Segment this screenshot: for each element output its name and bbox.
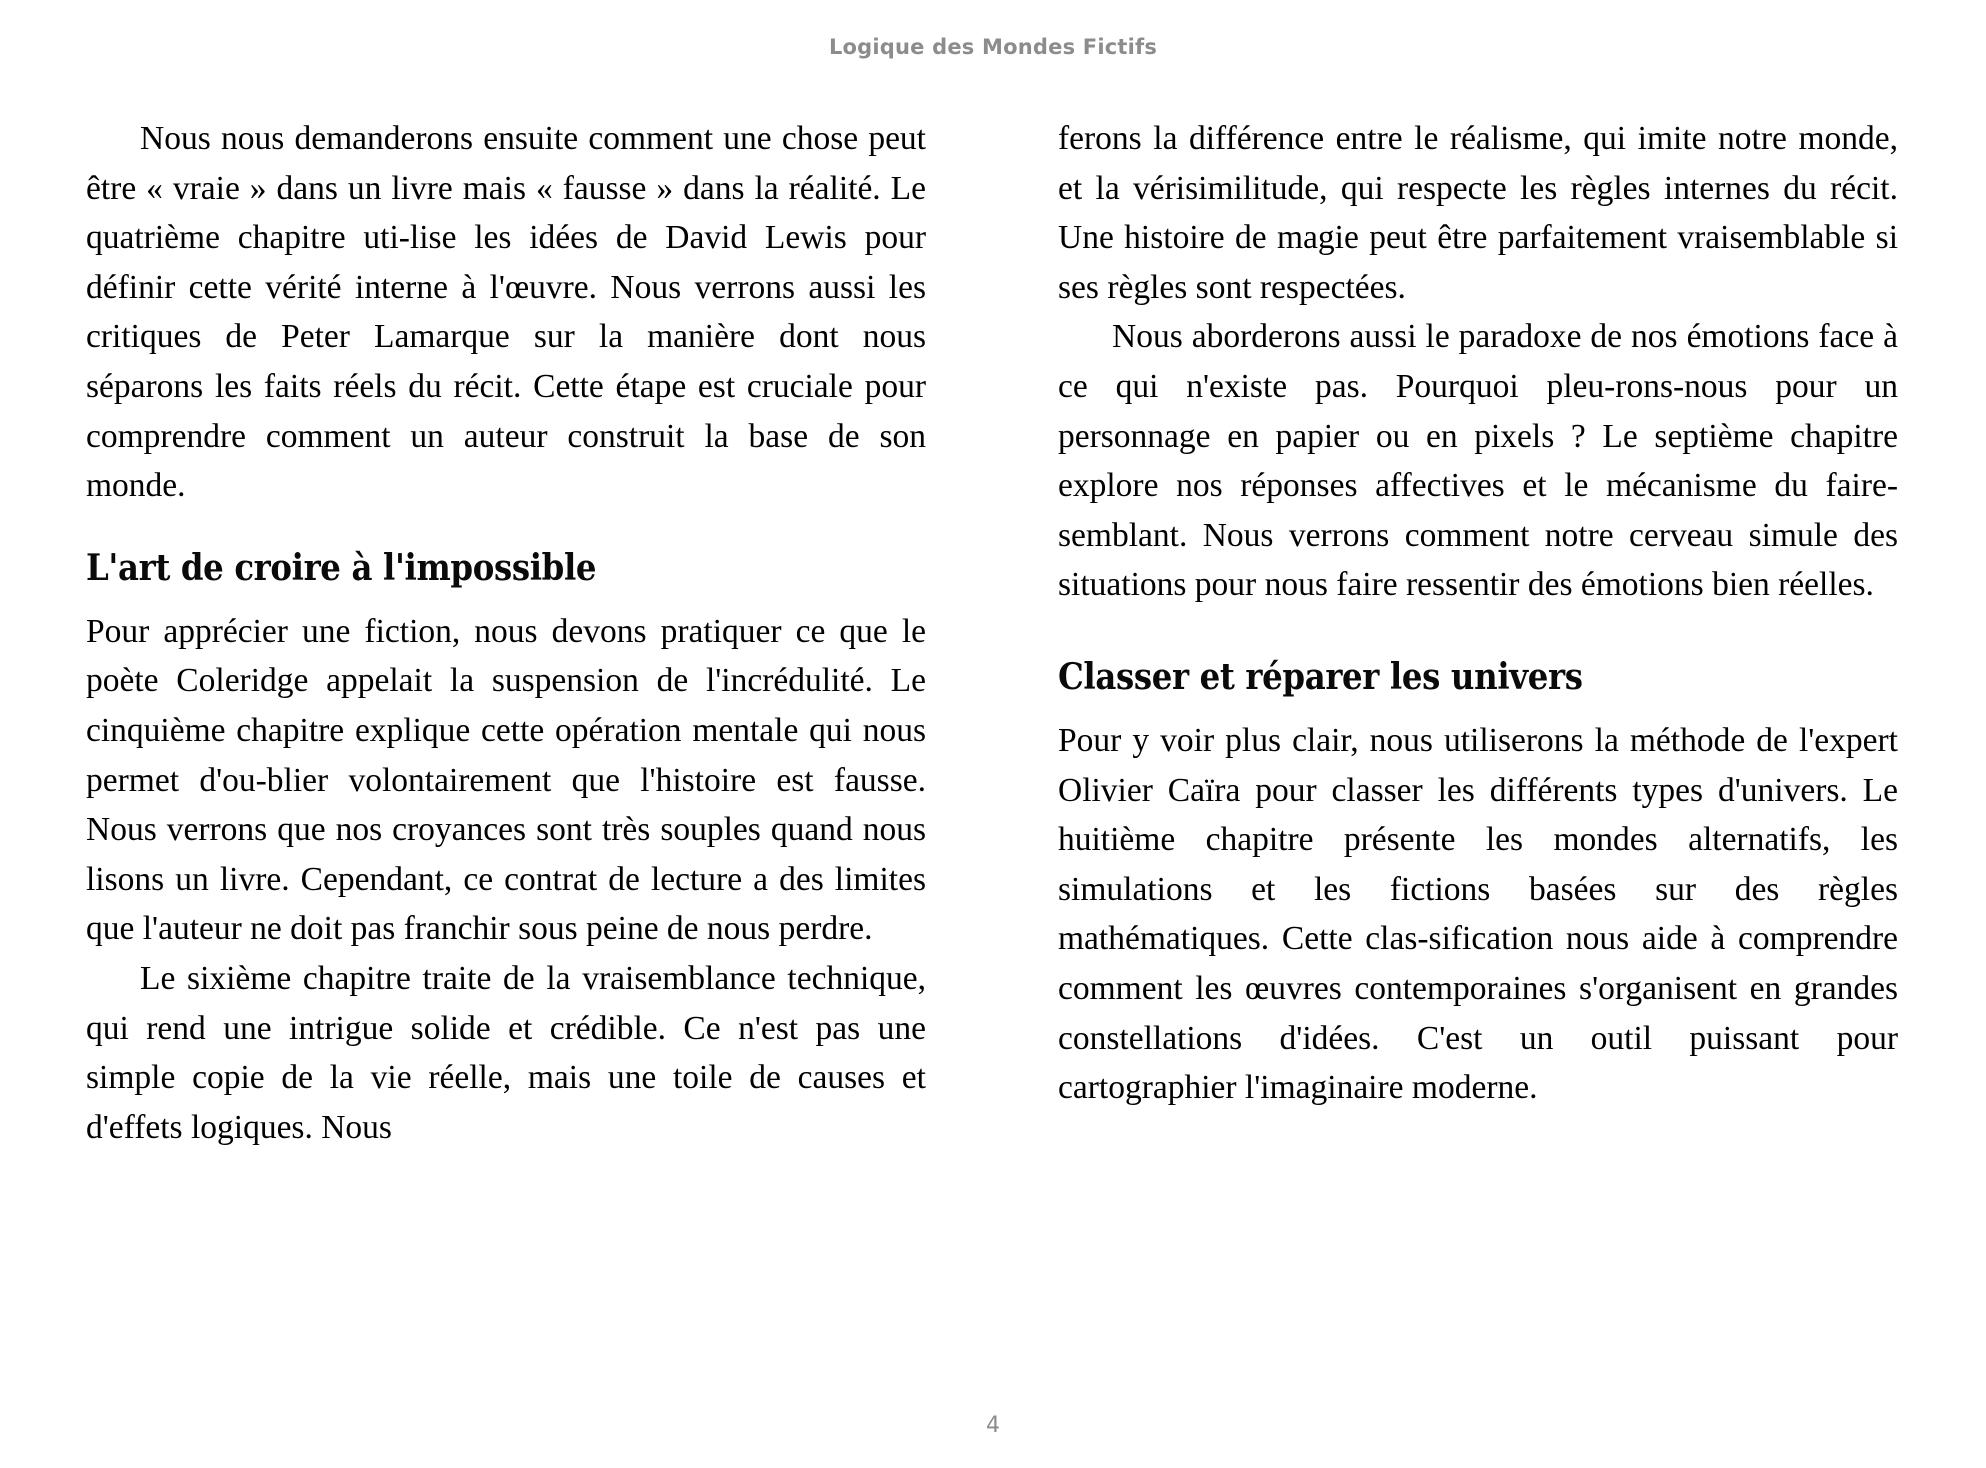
running-header-title: Logique des Mondes Fictifs bbox=[828, 35, 1158, 59]
paragraph: ferons la différence entre le réalisme, qui imite notre monde, et la vérisimilitude, qui respecte les règles internes du récit. Une histoire de magie peut être parfaitement vraisemblable si ses règles sont respectées. bbox=[1058, 120, 1898, 306]
section-heading-art-de-croire: L'art de croire à l'impossible bbox=[86, 546, 597, 589]
paragraph: Pour apprécier une fiction, nous devons pratiquer ce que le poète Coleridge appelait la suspension de l'incrédulité. Le cinquième chapitre explique cette opération mentale qui nous permet d'ou-blier volontairement que l'histoire est fausse. Nous verrons que nos croyances sont très souples quand nous lisons un livre. Cependant, ce contrat de lecture a des limites que l'auteur ne doit pas franchir sous peine de nous perdre. bbox=[86, 612, 926, 948]
section-heading-classer-reparer: Classer et réparer les univers bbox=[1058, 655, 1583, 698]
paragraph: Pour y voir plus clair, nous utiliserons la méthode de l'expert Olivier Caïra pour classer les différents types d'univers. Le huitième chapitre présente les mondes alternatifs, les simulations et les fictions basées sur des règles mathématiques. Cette clas-sification nous aide à comprendre comment les œuvres contemporaines s'organisent en grandes constellations d'idées. C'est un outil puissant pour cartographier l'imaginaire moderne. bbox=[1058, 721, 1898, 1107]
page-content bbox=[0, 76, 1986, 1382]
column-left bbox=[86, 114, 926, 1152]
page-number: 4 bbox=[986, 1412, 1000, 1438]
page-footer bbox=[0, 1382, 1986, 1468]
paragraph: Nous aborderons aussi le paradoxe de nos émotions face à ce qui n'existe pas. Pourquoi pleu-rons-nous pour un personnage en papier ou en pixels ? Le septième chapitre explore nos réponses affectives et le mécanisme du faire-semblant. Nous verrons comment notre cerveau simule des situations pour nous faire ressentir des émotions bien réelles. bbox=[1058, 318, 1898, 604]
column-right bbox=[1058, 114, 1898, 1113]
paragraph: Nous nous demanderons ensuite comment une chose peut être « vraie » dans un livre mais « fausse » dans la réalité. Le quatrième chapitre uti-lise les idées de David Lewis pour définir cette vérité interne à l'œuvre. Nous verrons aussi les critiques de Peter Lamarque sur la manière dont nous séparons les faits réels du récit. Cette étape est cruciale pour comprendre comment un auteur construit la base de son monde. bbox=[86, 120, 926, 505]
paragraph: Le sixième chapitre traite de la vraisemblance technique, qui rend une intrigue solide et crédible. Ce n'est pas une simple copie de la vie réelle, mais une toile de causes et d'effets logiques. Nous bbox=[86, 959, 926, 1146]
running-header bbox=[0, 0, 1986, 76]
